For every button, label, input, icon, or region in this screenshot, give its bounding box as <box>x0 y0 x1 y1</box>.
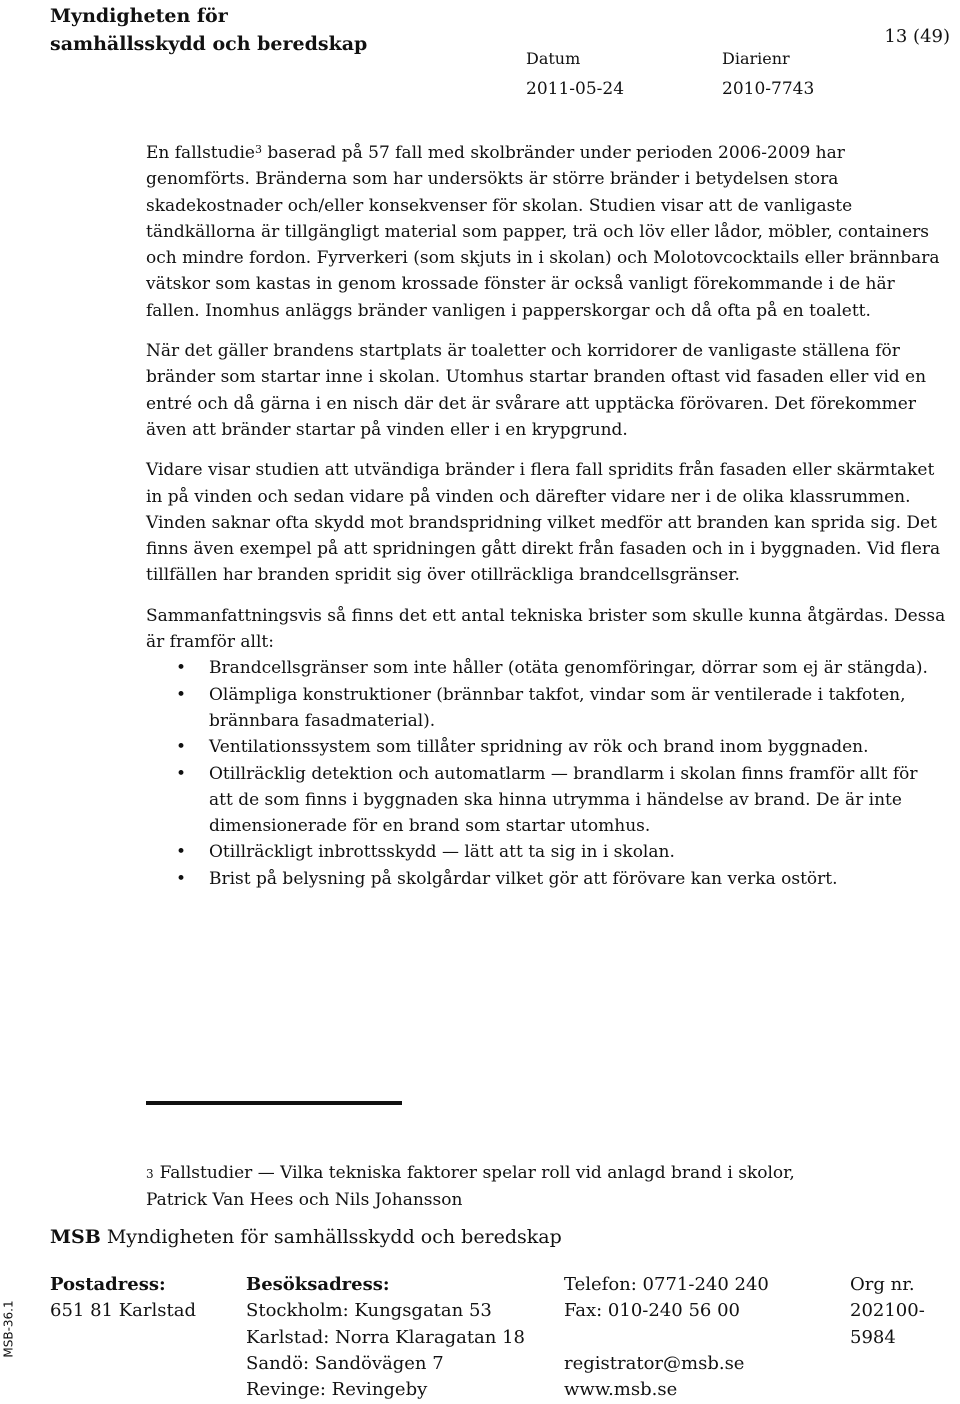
date-value: 2011-05-24 <box>526 79 625 99</box>
paragraph-1: En fallstudie$^3$ baserad på 57 fall med skolbränder under perioden 2006-2009 har genomförts. Bränderna som har undersökts är större bränder i betydelsen stora skadekostnader och/eller konsekvenser för skolan. Studien visar att de vanligaste tändkällorna är tillgängligt material som papper, trä och löv eller lådor, möbler, containers och mindre fordon. Fyrverkeri (som skjuts in i skolan) och Molotovcocktails eller brännbara vätskor som kastas in genom krossade fönster är också vanligt förekommande i de här fallen. Inomhus anläggs bränder vanligen i papperskorgar och då ofta på en toalett. <box>146 143 940 321</box>
postal-value: 651 81 Karlstad <box>50 1300 196 1322</box>
bullet-icon: • <box>176 868 187 889</box>
bullet-icon: • <box>176 763 187 784</box>
paragraph-3: Vidare visar studien att utvändiga bränder i flera fall spridits från fasaden eller skärmtaket in på vinden och sedan vidare på vinden och därefter vidare ner i de olika klassrummen. Vinden saknar ofta skydd mot brandspridning vilket medför att branden kan sprida sig. Det finns även exempel på att spridningen gått direkt från fasaden och in i byggnaden. Vid flera tillfällen har branden spridit sig över otillräckliga brandcellsgränser. <box>146 460 941 586</box>
paragraph-2: När det gäller brandens startplats är toaletter och korridorer de vanligaste ställena för bränder som startar inne i skolan. Utomhus startar branden oftast vid fasaden eller vid en entré och då gärna i en nisch där det är svårare att upptäcka förövaren. Det förekommer även att bränder startar på vinden eller i en krypgrund. <box>146 341 927 440</box>
visit-address-3: Sandö: Sandövägen 7 <box>246 1352 444 1374</box>
visit-address-4: Revinge: Revingeby <box>246 1379 428 1401</box>
footnote-number: 3 <box>146 1167 154 1181</box>
footnote-separator <box>146 1101 402 1105</box>
registration-label: Diarienr <box>722 49 790 68</box>
bullet-icon: • <box>176 684 187 705</box>
org-value-1: 202100- <box>850 1300 925 1322</box>
document-body <box>146 140 946 892</box>
fax: Fax: 010-240 56 00 <box>564 1300 740 1322</box>
list-item: • Brist på belysning på skolgårdar vilket gör att förövare kan verka ostört. <box>146 866 946 892</box>
visit-address-2: Karlstad: Norra Klaragatan 18 <box>246 1326 526 1348</box>
list-item: • Otillräckligt inbrottsskydd — lätt att ta sig in i skolan. <box>146 839 946 865</box>
footnote <box>146 1160 906 1213</box>
footer-org <box>850 1272 925 1351</box>
website-link[interactable]: www.msb.se <box>564 1379 678 1401</box>
footer-agency-name: Myndigheten för samhällsskydd och beredskap <box>106 1226 562 1248</box>
footnote-line2: Patrick Van Hees och Nils Johansson <box>146 1190 463 1210</box>
bullet-icon: • <box>176 658 187 679</box>
footer-visit <box>246 1272 525 1403</box>
visit-label: Besöksadress: <box>246 1274 390 1295</box>
registration-value: 2010-7743 <box>722 79 815 99</box>
date-label: Datum <box>526 49 581 68</box>
bullet-icon: • <box>176 842 187 863</box>
footer-agency <box>50 1226 562 1248</box>
email-link[interactable]: registrator@msb.se <box>564 1352 745 1374</box>
phone: Telefon: 0771-240 240 <box>564 1274 769 1295</box>
page-number: 13 (49) <box>884 26 950 47</box>
organization-name-line1: Myndigheten för <box>50 5 228 27</box>
contact-spacer <box>564 1325 769 1351</box>
postal-label: Postadress: <box>50 1274 166 1295</box>
bullet-icon: • <box>176 737 187 758</box>
footer-contact <box>564 1272 769 1403</box>
paragraph-4: Sammanfattningsvis så finns det ett antal tekniska brister som skulle kunna åtgärdas. Dessa är framför allt: <box>146 605 946 653</box>
footnote-ref[interactable]: 3 <box>254 143 262 156</box>
org-value-2: 5984 <box>850 1326 896 1348</box>
msb-logo-text: MSB <box>50 1226 101 1248</box>
list-item: • Olämpliga konstruktioner (brännbar takfot, vindar som är ventilerade i takfoten, brännbara fasadmaterial). <box>146 682 946 735</box>
form-code: MSB-36.1 <box>1 1300 16 1358</box>
list-item: • Otillräcklig detektion och automatlarm — brandlarm i skolan finns framför allt för att de som finns i byggnaden ska hinna utrymma i händelse av brand. De är inte dimensionerade för en brand som startar utomhus. <box>146 761 946 840</box>
footnote-line1: 3 Fallstudier — Vilka tekniska faktorer spelar roll vid anlagd brand i skolor, <box>146 1163 795 1183</box>
date-block <box>526 44 624 104</box>
list-item: • Brandcellsgränser som inte håller (otäta genomföringar, dörrar som ej är stängda). <box>146 655 946 681</box>
list-item: • Ventilationssystem som tillåter spridning av rök och brand inom byggnaden. <box>146 734 946 760</box>
deficiency-list <box>146 655 946 892</box>
organization-name <box>50 2 367 58</box>
registration-block <box>722 44 814 104</box>
footer-postal <box>50 1272 196 1325</box>
visit-address-1: Stockholm: Kungsgatan 53 <box>246 1300 492 1322</box>
org-label: Org nr. <box>850 1274 915 1295</box>
organization-name-line2: samhällsskydd och beredskap <box>50 33 368 55</box>
